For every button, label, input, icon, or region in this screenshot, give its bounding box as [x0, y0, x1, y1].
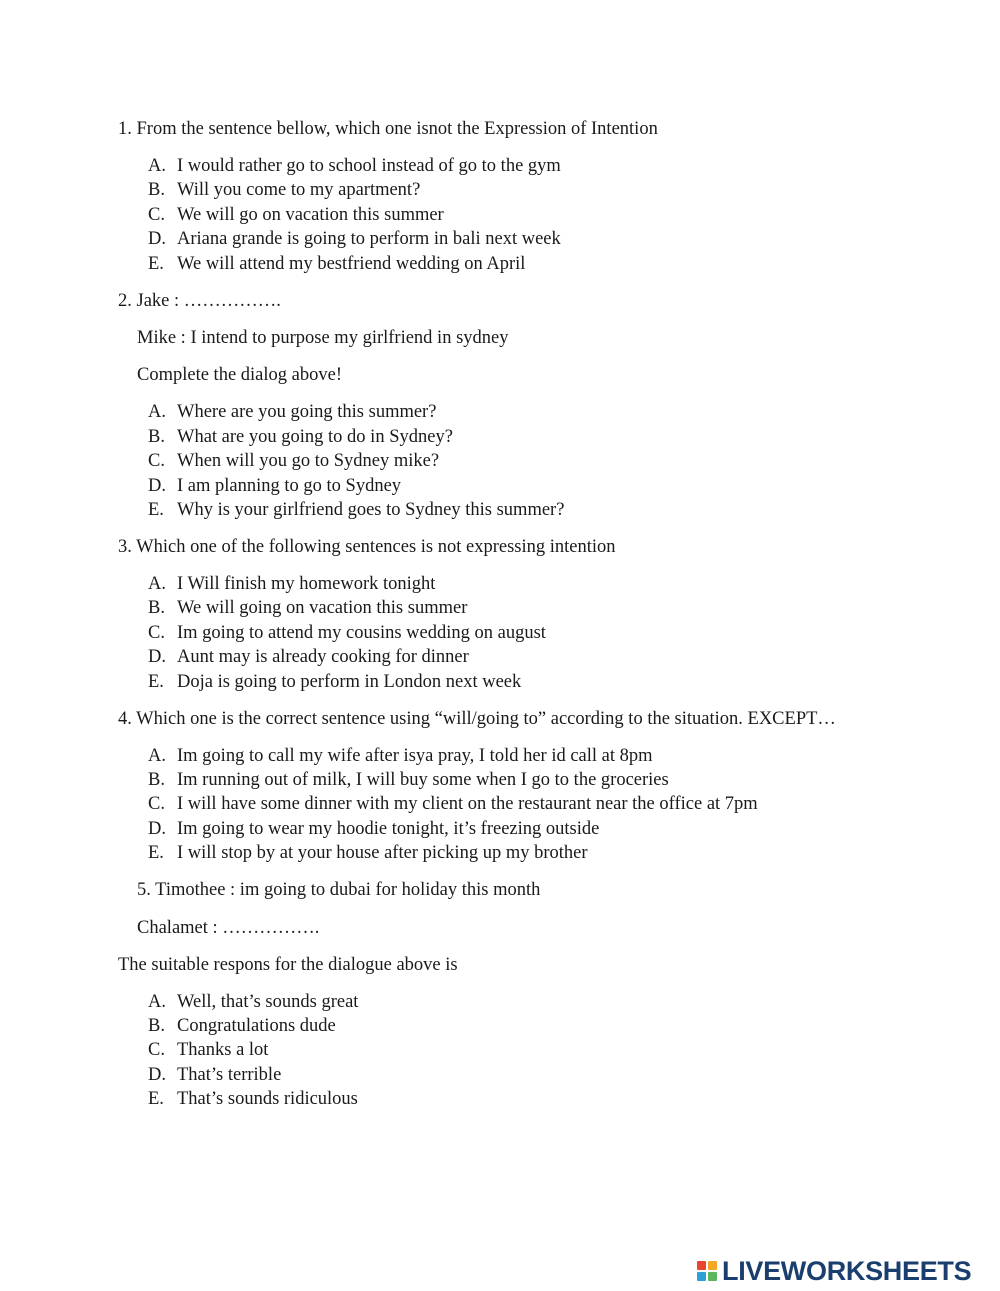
option-text: I would rather go to school instead of go to the gym: [177, 156, 561, 176]
option-text: Why is your girlfriend goes to Sydney this summer?: [177, 500, 565, 520]
option-letter: B.: [148, 180, 165, 200]
option-letter: E.: [148, 254, 164, 274]
logo-block-4: [708, 1272, 717, 1281]
question-5-stem: 5. Timothee : im going to dubai for holiday this month: [137, 880, 541, 900]
option-letter: B.: [148, 598, 165, 618]
option-text: That’s sounds ridiculous: [177, 1089, 358, 1109]
option-text: Thanks a lot: [177, 1040, 269, 1060]
option-text: We will going on vacation this summer: [177, 598, 468, 618]
option-text: Im going to attend my cousins wedding on august: [177, 623, 546, 643]
logo-block-3: [697, 1272, 706, 1281]
option-letter: D.: [148, 476, 166, 496]
option-letter: D.: [148, 819, 166, 839]
logo-text: LIVEWORKSHEETS: [722, 1255, 972, 1286]
question-5-instruction: The suitable respons for the dialogue above is: [118, 955, 458, 975]
option-letter: E.: [148, 843, 164, 863]
option-text: What are you going to do in Sydney?: [177, 427, 453, 447]
option-text: Im going to wear my hoodie tonight, it’s freezing outside: [177, 819, 600, 839]
question-5-dialog: Chalamet : …………….: [137, 918, 320, 938]
question-3-stem: 3. Which one of the following sentences is not expressing intention: [118, 537, 616, 557]
option-letter: D.: [148, 229, 166, 249]
option-text: Congratulations dude: [177, 1016, 336, 1036]
option-letter: A.: [148, 402, 166, 422]
option-letter: D.: [148, 1065, 166, 1085]
option-letter: B.: [148, 1016, 165, 1036]
option-text: Will you come to my apartment?: [177, 180, 421, 200]
option-letter: C.: [148, 794, 165, 814]
option-letter: C.: [148, 205, 165, 225]
option-letter: E.: [148, 500, 164, 520]
option-text: Where are you going this summer?: [177, 402, 437, 422]
option-letter: B.: [148, 427, 165, 447]
option-letter: C.: [148, 623, 165, 643]
question-2-stem: 2. Jake : …………….: [118, 291, 281, 311]
logo-block-2: [708, 1261, 717, 1270]
option-letter: A.: [148, 156, 166, 176]
logo-blocks-icon: [697, 1261, 717, 1281]
option-letter: B.: [148, 770, 165, 790]
option-text: Doja is going to perform in London next week: [177, 672, 522, 692]
option-letter: D.: [148, 647, 166, 667]
option-letter: C.: [148, 1040, 165, 1060]
option-text: When will you go to Sydney mike?: [177, 451, 440, 471]
question-2-instruction: Complete the dialog above!: [137, 365, 342, 385]
option-letter: C.: [148, 451, 165, 471]
option-letter: A.: [148, 746, 166, 766]
option-text: Aunt may is already cooking for dinner: [177, 647, 469, 667]
option-text: Im running out of milk, I will buy some when I go to the groceries: [177, 770, 669, 790]
option-text: Im going to call my wife after isya pray, I told her id call at 8pm: [177, 746, 653, 766]
logo-block-1: [697, 1261, 706, 1270]
question-4-stem: 4. Which one is the correct sentence using “will/going to” according to the situation. EXCEPT…: [118, 709, 836, 729]
option-letter: E.: [148, 672, 164, 692]
option-text: That’s terrible: [177, 1065, 282, 1085]
option-text: Well, that’s sounds great: [177, 992, 359, 1012]
option-letter: E.: [148, 1089, 164, 1109]
option-text: I will stop by at your house after picking up my brother: [177, 843, 588, 863]
option-text: We will go on vacation this summer: [177, 205, 444, 225]
liveworksheets-logo: [697, 1256, 971, 1286]
option-text: I Will finish my homework tonight: [177, 574, 436, 594]
option-text: We will attend my bestfriend wedding on April: [177, 254, 526, 274]
option-text: Ariana grande is going to perform in bali next week: [177, 229, 561, 249]
question-2-dialog: Mike : I intend to purpose my girlfriend in sydney: [137, 328, 509, 348]
option-text: I am planning to go to Sydney: [177, 476, 402, 496]
option-letter: A.: [148, 992, 166, 1012]
option-letter: A.: [148, 574, 166, 594]
question-1-stem: 1. From the sentence bellow, which one isnot the Expression of Intention: [118, 119, 658, 139]
option-text: I will have some dinner with my client on the restaurant near the office at 7pm: [177, 794, 758, 814]
